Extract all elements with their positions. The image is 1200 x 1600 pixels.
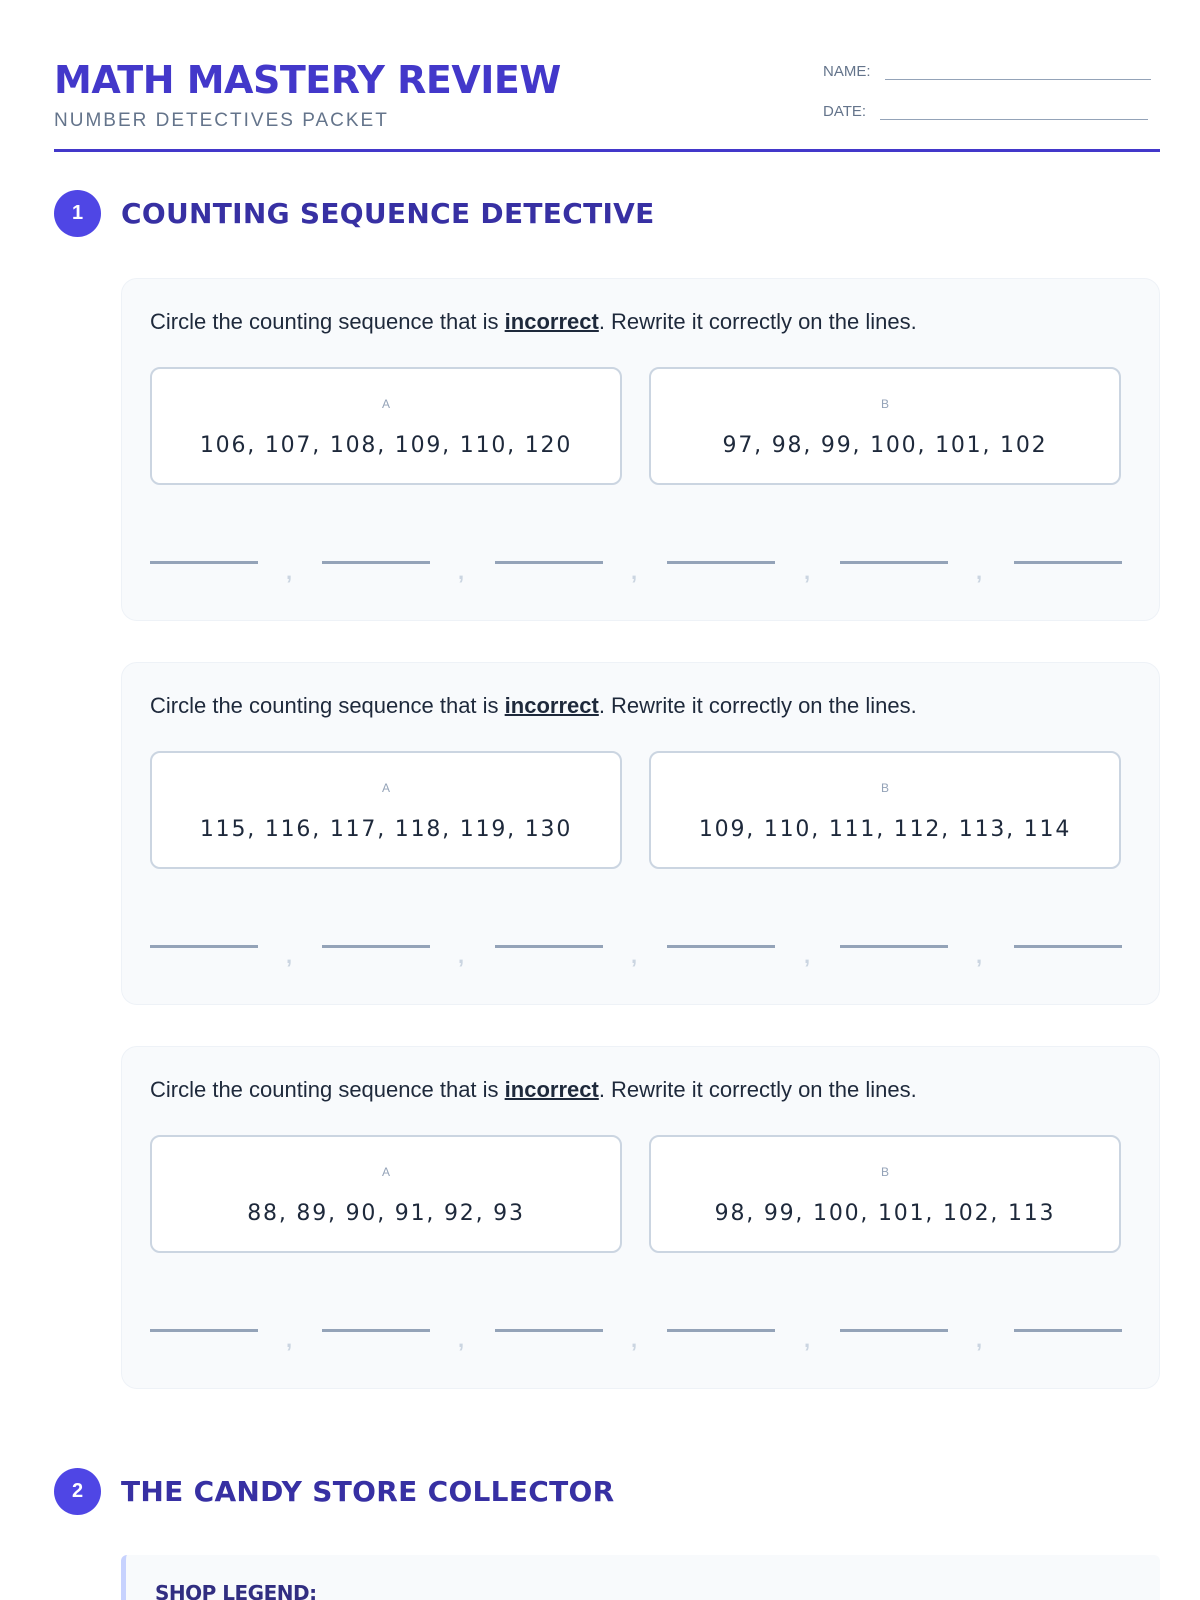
worksheet-subtitle: NUMBER DETECTIVES PACKET [54, 110, 389, 131]
sequence-numbers: 109, 110, 111, 112, 113, 114 [698, 817, 1072, 842]
incorrect-emphasis: incorrect [504, 1077, 599, 1102]
answer-comma: , [286, 559, 293, 584]
answer-comma: , [286, 943, 293, 968]
legend-title: SHOP LEGEND: [155, 1581, 317, 1600]
problem-card [121, 278, 1160, 621]
answer-comma: , [458, 1327, 465, 1352]
option-letter: A [381, 397, 390, 411]
sequence-numbers: 106, 107, 108, 109, 110, 120 [199, 433, 573, 458]
answer-line[interactable] [495, 561, 603, 564]
option-letter: B [880, 397, 889, 411]
sequence-option-a[interactable] [150, 367, 622, 485]
instruction-text: Circle the counting sequence that is incorrect. Rewrite it correctly on the lines. [150, 693, 917, 718]
answer-line[interactable] [1014, 945, 1122, 948]
incorrect-emphasis: incorrect [504, 693, 599, 718]
answer-line[interactable] [495, 1329, 603, 1332]
answer-comma: , [976, 1327, 983, 1352]
date-line[interactable] [880, 102, 1148, 120]
answer-lines [150, 945, 1124, 969]
answer-comma: , [458, 943, 465, 968]
answer-comma: , [631, 943, 638, 968]
answer-line[interactable] [840, 561, 948, 564]
section-number-badge: 1 [54, 190, 101, 237]
name-label: NAME: [823, 63, 871, 80]
incorrect-emphasis: incorrect [504, 309, 599, 334]
shop-legend [121, 1555, 1160, 1600]
sequence-numbers: 97, 98, 99, 100, 101, 102 [722, 433, 1048, 458]
date-label: DATE: [823, 103, 867, 120]
answer-line[interactable] [1014, 1329, 1122, 1332]
option-letter: B [880, 1165, 889, 1179]
sequence-numbers: 98, 99, 100, 101, 102, 113 [714, 1201, 1056, 1226]
answer-line[interactable] [1014, 561, 1122, 564]
section-title: THE CANDY STORE COLLECTOR [121, 1475, 615, 1508]
option-letter: B [880, 781, 889, 795]
date-field[interactable] [823, 102, 1148, 120]
section-title: COUNTING SEQUENCE DETECTIVE [121, 197, 655, 230]
problem-card [121, 662, 1160, 1005]
instruction-text: Circle the counting sequence that is incorrect. Rewrite it correctly on the lines. [150, 309, 917, 334]
sequence-option-a[interactable] [150, 751, 622, 869]
sequence-numbers: 88, 89, 90, 91, 92, 93 [247, 1201, 525, 1226]
answer-comma: , [458, 559, 465, 584]
answer-line[interactable] [840, 945, 948, 948]
answer-line[interactable] [495, 945, 603, 948]
answer-comma: , [804, 559, 811, 584]
sequence-numbers: 115, 116, 117, 118, 119, 130 [199, 817, 573, 842]
instruction-text: Circle the counting sequence that is incorrect. Rewrite it correctly on the lines. [150, 1077, 917, 1102]
worksheet-header [54, 0, 1160, 152]
answer-comma: , [631, 1327, 638, 1352]
sequence-option-b[interactable] [649, 751, 1121, 869]
answer-line[interactable] [150, 561, 258, 564]
answer-line[interactable] [667, 1329, 775, 1332]
name-field[interactable] [823, 62, 1151, 80]
answer-line[interactable] [150, 1329, 258, 1332]
answer-comma: , [976, 559, 983, 584]
answer-comma: , [804, 1327, 811, 1352]
answer-line[interactable] [322, 1329, 430, 1332]
name-line[interactable] [885, 62, 1151, 80]
sequence-option-a[interactable] [150, 1135, 622, 1253]
worksheet-title: MATH MASTERY REVIEW [54, 58, 561, 102]
answer-lines [150, 1329, 1124, 1353]
sequence-option-b[interactable] [649, 1135, 1121, 1253]
section-2-heading [54, 1468, 614, 1515]
answer-line[interactable] [322, 945, 430, 948]
section-1-heading [54, 190, 655, 237]
option-letter: A [381, 1165, 390, 1179]
answer-line[interactable] [667, 945, 775, 948]
option-letter: A [381, 781, 390, 795]
problem-card [121, 1046, 1160, 1389]
answer-comma: , [631, 559, 638, 584]
answer-line[interactable] [840, 1329, 948, 1332]
answer-comma: , [286, 1327, 293, 1352]
section-number-badge: 2 [54, 1468, 101, 1515]
answer-comma: , [976, 943, 983, 968]
sequence-option-b[interactable] [649, 367, 1121, 485]
answer-lines [150, 561, 1124, 585]
answer-line[interactable] [150, 945, 258, 948]
answer-line[interactable] [322, 561, 430, 564]
answer-comma: , [804, 943, 811, 968]
answer-line[interactable] [667, 561, 775, 564]
